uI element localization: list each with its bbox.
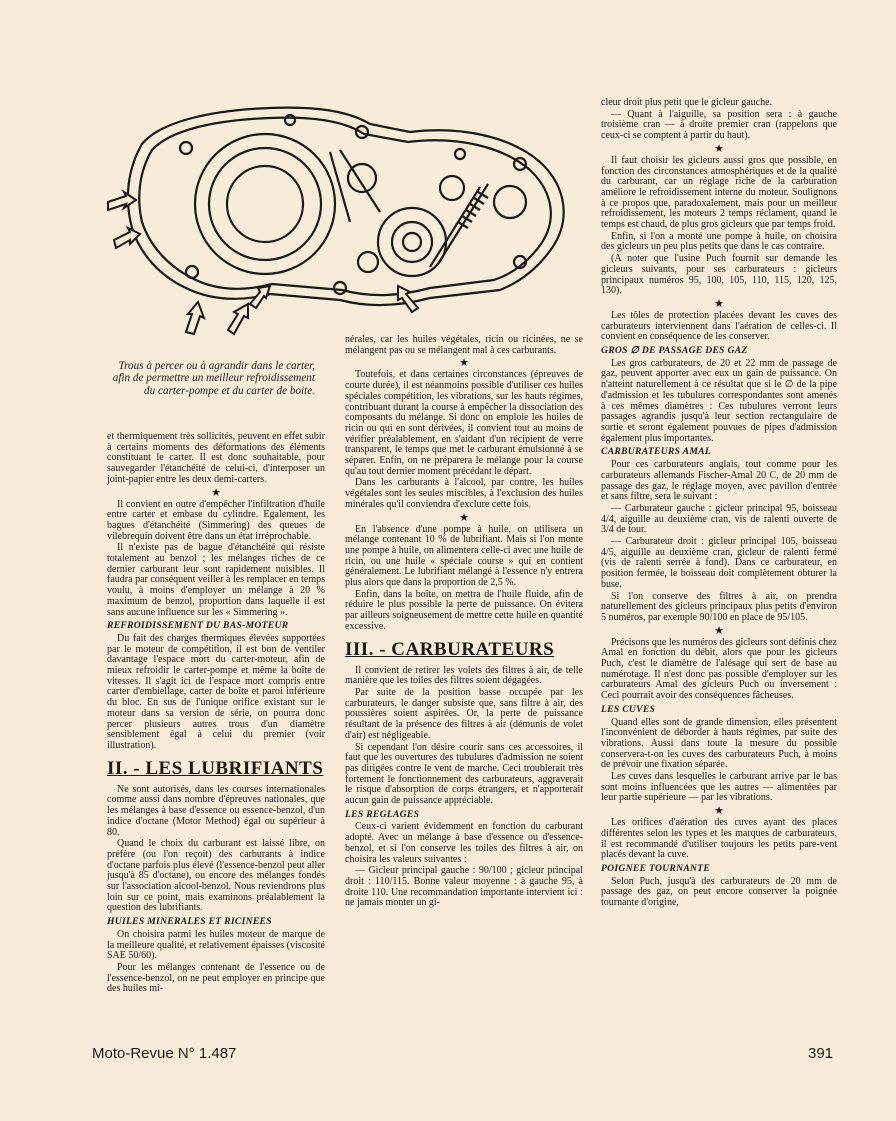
- subheading: HUILES MINERALES ET RICINEES: [107, 916, 272, 928]
- paragraph: Il n'existe pas de bague d'étanchéité qui résiste totalement au benzol ; les mélanges riches de ce dernier carburant leur sont rapidement nuisibles. Il faudra par conséquent veiller à les remplacer en temps voulu, à moins d'employer un mélange à 20 % maximum de benzol, proportion dans laquelle il est sans aucune influence sur les « Simmering ».: [107, 542, 325, 618]
- paragraph: Les tôles de protection placées devant les cuves des carburateurs interviennent dans l'aération de celles-ci. Il convient en conséquence de les conserver.: [601, 309, 837, 343]
- section-heading: II. - LES LUBRIFIANTS: [107, 757, 324, 779]
- subheading: LES REGLAGES: [345, 808, 420, 820]
- paragraph: Les orifices d'aération des cuves ayant des places différentes selon les types et les marques de carburateurs, il est recommandé d'utiliser toujours les petits pare-vent placés devant la cuve.: [601, 817, 837, 861]
- paragraph: Quand elles sont de grande dimension, elles présentent l'inconvénient de déborder à hauts régimes, par suite des vibrations. Aussi dans toute la mesure du possible conservera-t-on les cuves des carburateurs Puch, à moins de prévoir une fixation séparée.: [601, 716, 837, 771]
- figure-caption: Trous à percer ou à agrandir dans le carter, afin de permettre un meilleur refroidissement du carter-pompe et du carter de boite.: [112, 360, 315, 397]
- star-separator: ★: [714, 297, 724, 310]
- paragraph: Par suite de la position basse occupée par les carburateurs, le danger subsiste que, sans filtre à air, des poussières soient aspirées. Or, la perte de puissance résultant de la présence des filtres à air (démunis de volet d'air) est négligeable.: [345, 686, 583, 741]
- paragraph: Si l'on conserve des filtres à air, on prendra naturellement des gicleurs principaux plus petits d'environ 5 numéros, par exemple 90/100 en place de 95/105.: [601, 590, 837, 623]
- star-separator: ★: [714, 624, 724, 637]
- column-2: [345, 335, 583, 910]
- paragraph: Dans les carburants à l'alcool, par contre, les huiles végétales sont les seules miscibles, à l'exclusion des huiles minérales qu'il conviendra d'exclure cette fois.: [345, 477, 583, 510]
- crankcase-illustration: [100, 92, 585, 354]
- subheading: POIGNEE TOURNANTE: [601, 863, 711, 874]
- paragraph: Si cependant l'on désire courir sans ces accessoires, il faut que les ouvertures des tubulures d'admission ne soient pas dirigées contre le vent de marche. Ceci troublerait très fortement le fonctionnement des carburateurs, aggraverait le risque d'absorption de corps étrangers, et n'apporterait aucun gain de puissance appréciable.: [345, 741, 583, 807]
- paragraph: Il convient en outre d'empêcher l'infiltration d'huile entre carter et embase du cylindre. Egalement, les bagues d'étanchéité (Simmering) des queues de vilebrequin doivent être dans un état irréprochable.: [107, 498, 325, 542]
- paragraph: Quand le choix du carburant est laissé libre, on préfère (ou l'on reçoit) des carburants à indice d'octane parfois plus élevé (l'essence-benzol peut aller jusqu'à 85 d'octane), ou encore des mélanges fondés sur l'association alcool-benzol. Nous reviendrons plus loin sur ce point, mais examinons préalablement la question des lubrifiants.: [107, 838, 325, 914]
- star-separator: ★: [714, 805, 724, 818]
- paragraph: Ceux-ci varient évidemment en fonction du carburant adopté. Avec un mélange à base d'essence ou d'essence-benzol, et si l'on conserve les toiles des filtres à air, on choisira les valeurs suivantes :: [345, 821, 583, 865]
- paragraph: Les cuves dans lesquelles le carburant arrive par le bas sont moins influencées que les autres — alimentées par leur partie supérieure — par les vibrations.: [601, 771, 837, 804]
- paragraph: Enfin, si l'on a monté une pompe à huile, on choisira des gicleurs un peu plus petits que dans le cas contraire.: [601, 230, 837, 253]
- paragraph: Ne sont autorisés, dans les courses internationales comme aussi dans nombre d'épreuves nationales, que les mélanges à base d'essence ou essence-benzol, d'un indice d'octane (Motor Method) égal ou supérieur à 80.: [107, 783, 325, 838]
- subheading: LES CUVES: [601, 703, 656, 715]
- paragraph: Enfin, dans la boîte, on mettra de l'huile fluide, afin de réduire le plus possible la perte de puissance. On évitera par ailleurs soigneusement de mettre cette huile en quantité excessive.: [345, 588, 583, 632]
- paragraph: nérales, car les huiles végétales, ricin ou ricinées, ne se mélangent pas ou se mélangent mal à ces carburants.: [345, 334, 583, 356]
- paragraph: — Gicleur principal gauche : 90/100 ; gicleur principal droit : 110/115. Bonne valeur moyenne : à gauche 95, à droite 110. Une recommandation importante intervient ici : ne jamais monter un gi-: [345, 865, 583, 909]
- footer-issue: Moto-Revue N° 1.487: [92, 1045, 237, 1062]
- column-1: [107, 432, 325, 996]
- paragraph: Il convient de retirer les volets des filtres à air, de telle manière que les toiles des filtres soient dégagées.: [345, 664, 583, 687]
- paragraph: cleur droit plus petit que le gicleur gauche.: [601, 97, 773, 108]
- paragraph: Pour les mélanges contenant de l'essence ou de l'essence-benzol, on ne peut employer en principe que des huiles mi-: [107, 961, 325, 995]
- star-separator: ★: [459, 511, 469, 524]
- section-heading: III. - CARBURATEURS: [345, 638, 555, 660]
- paragraph: Il faut choisir les gicleurs aussi gros que possible, en fonction des circonstances atmosphériques et de la qualité du carburant, car un réglage riche de la carburation améliore le refroidissement interne du moteur. Soulignons à ce propos que, paradoxalement, mais pour un meilleur refroidissement, les moteurs 2 temps réclament, quand le temps est chaud, de plus gros gicleurs que par temps froid.: [601, 154, 837, 231]
- subheading: GROS ∅ DE PASSAGE DES GAZ: [601, 345, 748, 357]
- subheading: REFROIDISSEMENT DU BAS-MOTEUR: [107, 620, 289, 632]
- paragraph: Précisons que les numéros des gicleurs sont définis chez Amal en fonction du débit, alors que pour les gicleurs Puch, c'est le diamètre de l'alésage qui sert de base au numérotage. Il n'est donc pas possible d'employer sur les carburateurs Amal des gicleurs Puch ou inversement : Ceci pourrait avoir des conséquences fâcheuses.: [601, 636, 837, 702]
- star-separator: ★: [211, 486, 221, 499]
- star-separator: ★: [459, 357, 469, 370]
- column-3: [601, 98, 837, 910]
- paragraph: Toutefois, et dans certaines circonstances (épreuves de courte durée), il est néanmoins possible d'utiliser ces huiles spéciales compétition, les vibrations, sur les hauts régimes, contribuant durant la course à empêcher la dissociation des composants du mélange. Si donc on emploie les huiles de ricin ou qui en sont dérivées, il convient tout au moins de vérifier préalablement, en s'aidant d'un récipient de verre transparent, le temps que met le carburant émulsionné à se séparer. Enfin, on ne préparera le mélange pour la course qu'au tout dernier moment précédant le départ.: [345, 369, 583, 477]
- paragraph: Pour ces carburateurs anglais, tout comme pour les carburateurs allemands Fischer-Amal 20 C, de 20 mm de passage des gaz, le réglage moyen, avec pavillon d'entrée et sans filtre, sera le suivant :: [601, 459, 837, 503]
- paragraph: et thermiquement très sollicités, peuvent en effet subir à certains moments des déformations des éléments constituant le carter. Il est donc souhaitable, pour sauvegarder l'étanchéité de celui-ci, d'interposer un joint-papier entre les deux demi-carters.: [107, 431, 325, 485]
- star-separator: ★: [714, 142, 724, 155]
- paragraph: Les gros carburateurs, de 20 et 22 mm de passage de gaz, peuvent apporter avec eux un gain de puissance. On n'atteint naturellement à ce résultat que si le ∅ de la pipe d'admission et les tubulures correspondantes sont amenés à ces mêmes diamètres : Ces tubulures verront leurs passages agrandis jusqu'à leur section rectangulaire de sortie et seront également pouvues de pipes d'admission également plus importantes.: [601, 357, 837, 444]
- paragraph: Du fait des charges thermiques élevées supportées par le moteur de compétition, il est bon de ventiler davantage l'espace mort du carter-moteur, afin de mieux refroidir le carter-pompe et même la boîte de vitesses. Il s'agit ici de l'espace mort compris entre carter d'embiellage, carter de boîte et paroi inférieure du bloc. En sus de l'unique orifice existant sur le moteur dans sa version de série, on pourra donc percer plusieurs autres trous d'un diamètre sensiblement égal à celui du premier (voir illustration).: [107, 632, 325, 751]
- paragraph: On choisira parmi les huiles moteur de marque de la meilleure qualité, et relativement épaisses (viscosité SAE 50/60).: [107, 928, 325, 962]
- paragraph: — Carburateur droit : gicleur principal 105, boisseau 4/5, aiguille au deuxième cran, gicleur de ralenti fermé (vis de ralenti serrée à fond). Dans ce carburateur, en position fermée, le boisseau doit complètement obturer la buse.: [601, 536, 837, 590]
- paragraph: (A noter que l'usine Puch fournit sur demande les gicleurs suivants, pour ses carburateurs : gicleurs principaux numéros 95, 100, 105, 110, 115, 120, 125, 130).: [601, 253, 837, 297]
- paragraph: Selon Puch, jusqu'à des carburateurs de 20 mm de passage des gaz, on peut encore conserver la poignée tournante d'origine,: [601, 875, 837, 909]
- paragraph: En l'absence d'une pompe à huile, on utilisera un mélange contenant 10 % de lubrifiant. Mais si l'on monte une pompe à huile, on alimentera celle-ci avec une huile de ricin, ou une huile « spéciale course » qui en contient généralement. Le lubrifiant mélangé à l'essence n'y entrera plus alors que dans la proportion de 2,5 %.: [345, 523, 583, 589]
- paragraph: — Carburateur gauche : gicleur principal 95, boisseau 4/4, aiguille au deuxième cran, vis de ralenti ouverte de 3/4 de tour.: [601, 502, 837, 536]
- subheading: CARBURATEURS AMAL: [601, 446, 712, 458]
- page-number: 391: [808, 1045, 834, 1062]
- paragraph: — Quant à l'aiguille, sa position sera : à gauche troisième cran — à droite premier cran (rappelons que ceux-ci se comptent à partir du haut).: [601, 108, 837, 142]
